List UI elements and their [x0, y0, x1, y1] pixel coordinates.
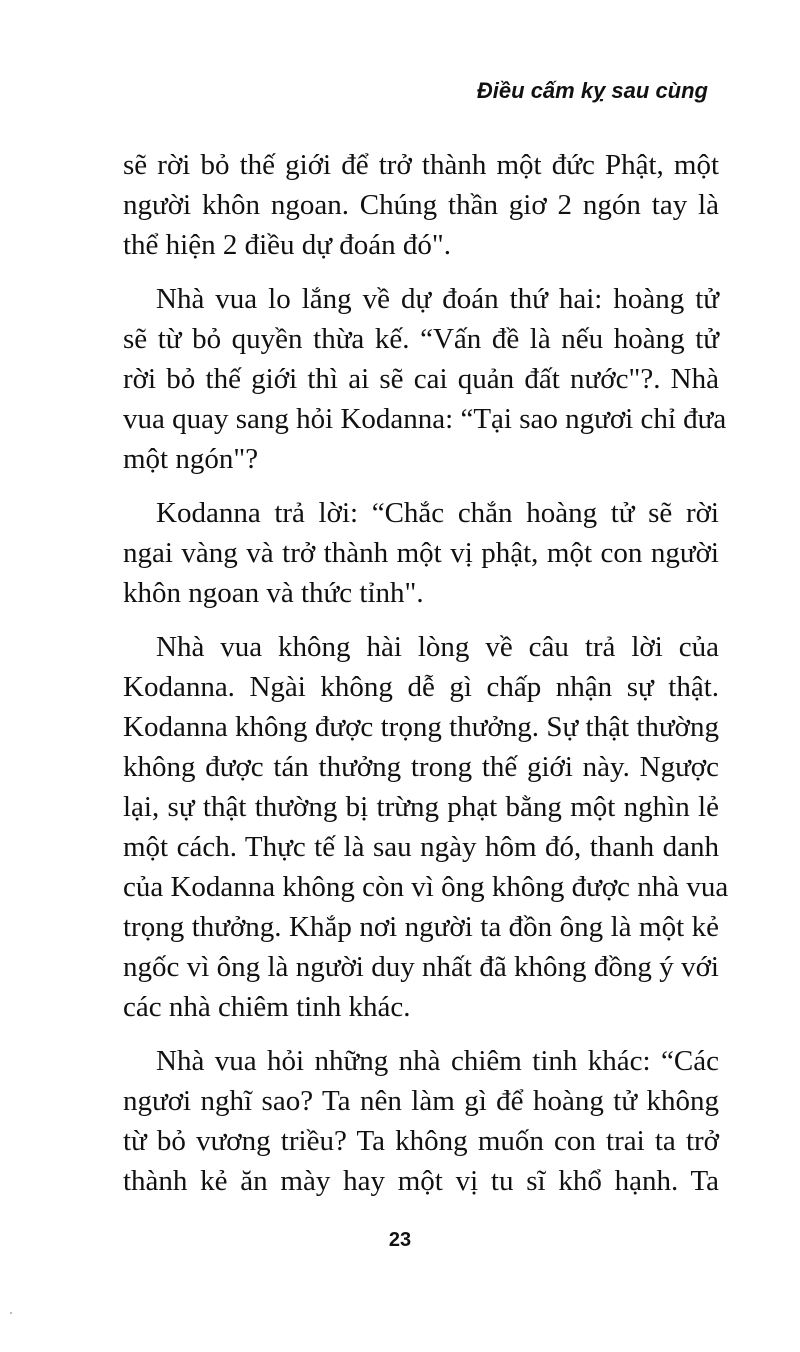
text-line: sẽ rời bỏ thế giới để trở thành một đức Phật, một [123, 149, 719, 181]
text-line: ngai vàng và trở thành một vị phật, một con người [123, 537, 719, 569]
text-line: Kodanna trả lời: “Chắc chắn hoàng tử sẽ rời [156, 497, 719, 529]
text-line: của Kodanna không còn vì ông không được nhà vua [123, 871, 729, 903]
paragraph [123, 279, 727, 479]
text-line: sẽ từ bỏ quyền thừa kế. “Vấn đề là nếu hoàng tử [123, 323, 719, 355]
paragraph [123, 493, 719, 613]
text-line: ngốc vì ông là người duy nhất đã không đồng ý với [123, 951, 719, 983]
text-line: rời bỏ thế giới thì ai sẽ cai quản đất nước"?. Nhà [123, 363, 719, 395]
text-line: một cách. Thực tế là sau ngày hôm đó, thanh danh [123, 831, 719, 863]
text-line: vua quay sang hỏi Kodanna: “Tại sao ngươi chỉ đưa [123, 403, 727, 435]
text-line: Kodanna. Ngài không dễ gì chấp nhận sự thật. [123, 671, 719, 703]
text-line: từ bỏ vương triều? Ta không muốn con trai ta trở [123, 1125, 719, 1157]
text-line: thành kẻ ăn mày hay một vị tu sĩ khổ hạnh. Ta [123, 1165, 719, 1197]
body-text [123, 145, 729, 1201]
text-line: Nhà vua lo lắng về dự đoán thứ hai: hoàng tử [156, 283, 719, 315]
text-line: người khôn ngoan. Chúng thần giơ 2 ngón tay là [123, 189, 719, 221]
text-line: ngươi nghĩ sao? Ta nên làm gì để hoàng tử không [123, 1085, 719, 1117]
text-line: Nhà vua hỏi những nhà chiêm tinh khác: “Các [156, 1045, 719, 1077]
paragraph [123, 145, 719, 265]
text-line: Nhà vua không hài lòng về câu trả lời của [156, 631, 719, 663]
text-line: các nhà chiêm tinh khác. [123, 991, 411, 1023]
paragraph [123, 627, 729, 1027]
text-line: trọng thưởng. Khắp nơi người ta đồn ông là một kẻ [123, 911, 719, 943]
page-number: 23 [388, 1229, 412, 1251]
running-header: Điều cấm kỵ sau cùng [476, 78, 708, 103]
text-line: lại, sự thật thường bị trừng phạt bằng một nghìn lẻ [123, 791, 719, 823]
text-line: khôn ngoan và thức tỉnh". [123, 577, 424, 609]
text-line: một ngón"? [123, 443, 259, 475]
text-line: không được tán thưởng trong thế giới này. Ngược [123, 751, 719, 783]
scan-speck [10, 1312, 12, 1314]
text-line: Kodanna không được trọng thưởng. Sự thật thường [123, 711, 719, 743]
text-line: thể hiện 2 điều dự đoán đó". [123, 229, 451, 261]
paragraph [123, 1041, 719, 1201]
